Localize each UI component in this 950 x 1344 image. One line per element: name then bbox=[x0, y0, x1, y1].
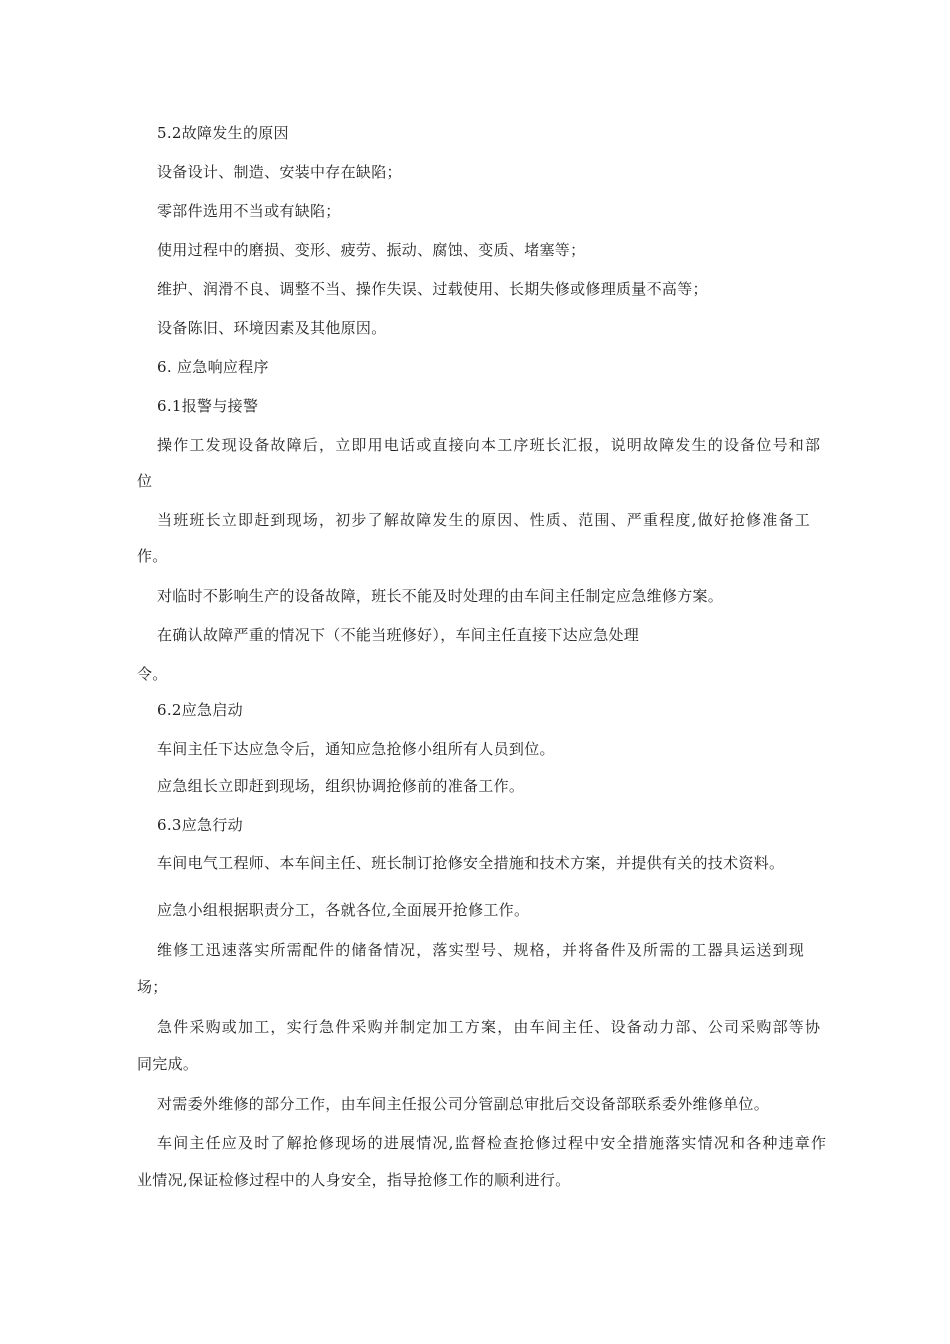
paragraph-line: 车间电气工程师、本车间主任、班长制订抢修安全措施和技术方案，并提供有关的技术资料。 bbox=[157, 854, 785, 872]
paragraph-line: 业情况,保证检修过程中的人身安全，指导抢修工作的顺利进行。 bbox=[137, 1171, 571, 1189]
paragraph-line: 维护、润滑不良、调整不当、操作失误、过载使用、长期失修或修理质量不高等； bbox=[157, 280, 708, 298]
paragraph-line: 当班班长立即赶到现场，初步了解故障发生的原因、性质、范围、严重程度,做好抢修准备工 bbox=[157, 511, 811, 529]
paragraph-line: 急件采购或加工，实行急件采购并制定加工方案，由车间主任、设备动力部、公司采购部等协 bbox=[157, 1018, 822, 1036]
section-heading-6: 6. 应急响应程序 bbox=[157, 358, 269, 376]
paragraph-line: 操作工发现设备故障后，立即用电话或直接向本工序班长汇报，说明故障发生的设备位号和部 bbox=[157, 436, 822, 454]
section-heading-6-1: 6.1报警与接警 bbox=[157, 397, 259, 415]
section-heading-5-2: 5.2故障发生的原因 bbox=[157, 124, 289, 142]
paragraph-line: 场； bbox=[137, 978, 168, 996]
paragraph-line: 应急组长立即赶到现场，组织协调抢修前的准备工作。 bbox=[157, 777, 525, 795]
paragraph-line: 车间主任下达应急令后，通知应急抢修小组所有人员到位。 bbox=[157, 740, 555, 758]
paragraph-line: 对需委外维修的部分工作，由车间主任报公司分管副总审批后交设备部联系委外维修单位。 bbox=[157, 1095, 770, 1113]
paragraph-line: 设备陈旧、环境因素及其他原因。 bbox=[157, 319, 387, 337]
paragraph-line: 设备设计、制造、安装中存在缺陷； bbox=[157, 163, 402, 181]
paragraph-line: 零部件选用不当或有缺陷； bbox=[157, 202, 341, 220]
paragraph-line: 位 bbox=[137, 472, 153, 490]
paragraph-line: 同完成。 bbox=[137, 1055, 199, 1073]
section-heading-6-3: 6.3应急行动 bbox=[157, 816, 243, 834]
paragraph-line: 使用过程中的磨损、变形、疲劳、振动、腐蚀、变质、堵塞等； bbox=[157, 241, 586, 259]
paragraph-line: 作。 bbox=[137, 547, 168, 565]
paragraph-line: 在确认故障严重的情况下（不能当班修好），车间主任直接下达应急处理 bbox=[157, 626, 640, 644]
paragraph-line: 令。 bbox=[137, 665, 168, 683]
paragraph-line: 对临时不影响生产的设备故障，班长不能及时处理的由车间主任制定应急维修方案。 bbox=[157, 587, 724, 605]
paragraph-line: 应急小组根据职责分工，各就各位,全面展开抢修工作。 bbox=[157, 901, 530, 919]
section-heading-6-2: 6.2应急启动 bbox=[157, 701, 243, 719]
paragraph-line: 维修工迅速落实所需配件的储备情况，落实型号、规格，并将备件及所需的工器具运送到现 bbox=[157, 941, 806, 959]
paragraph-line: 车间主任应及时了解抢修现场的进展情况,监督检查抢修过程中安全措施落实情况和各种违章作 bbox=[157, 1134, 828, 1152]
